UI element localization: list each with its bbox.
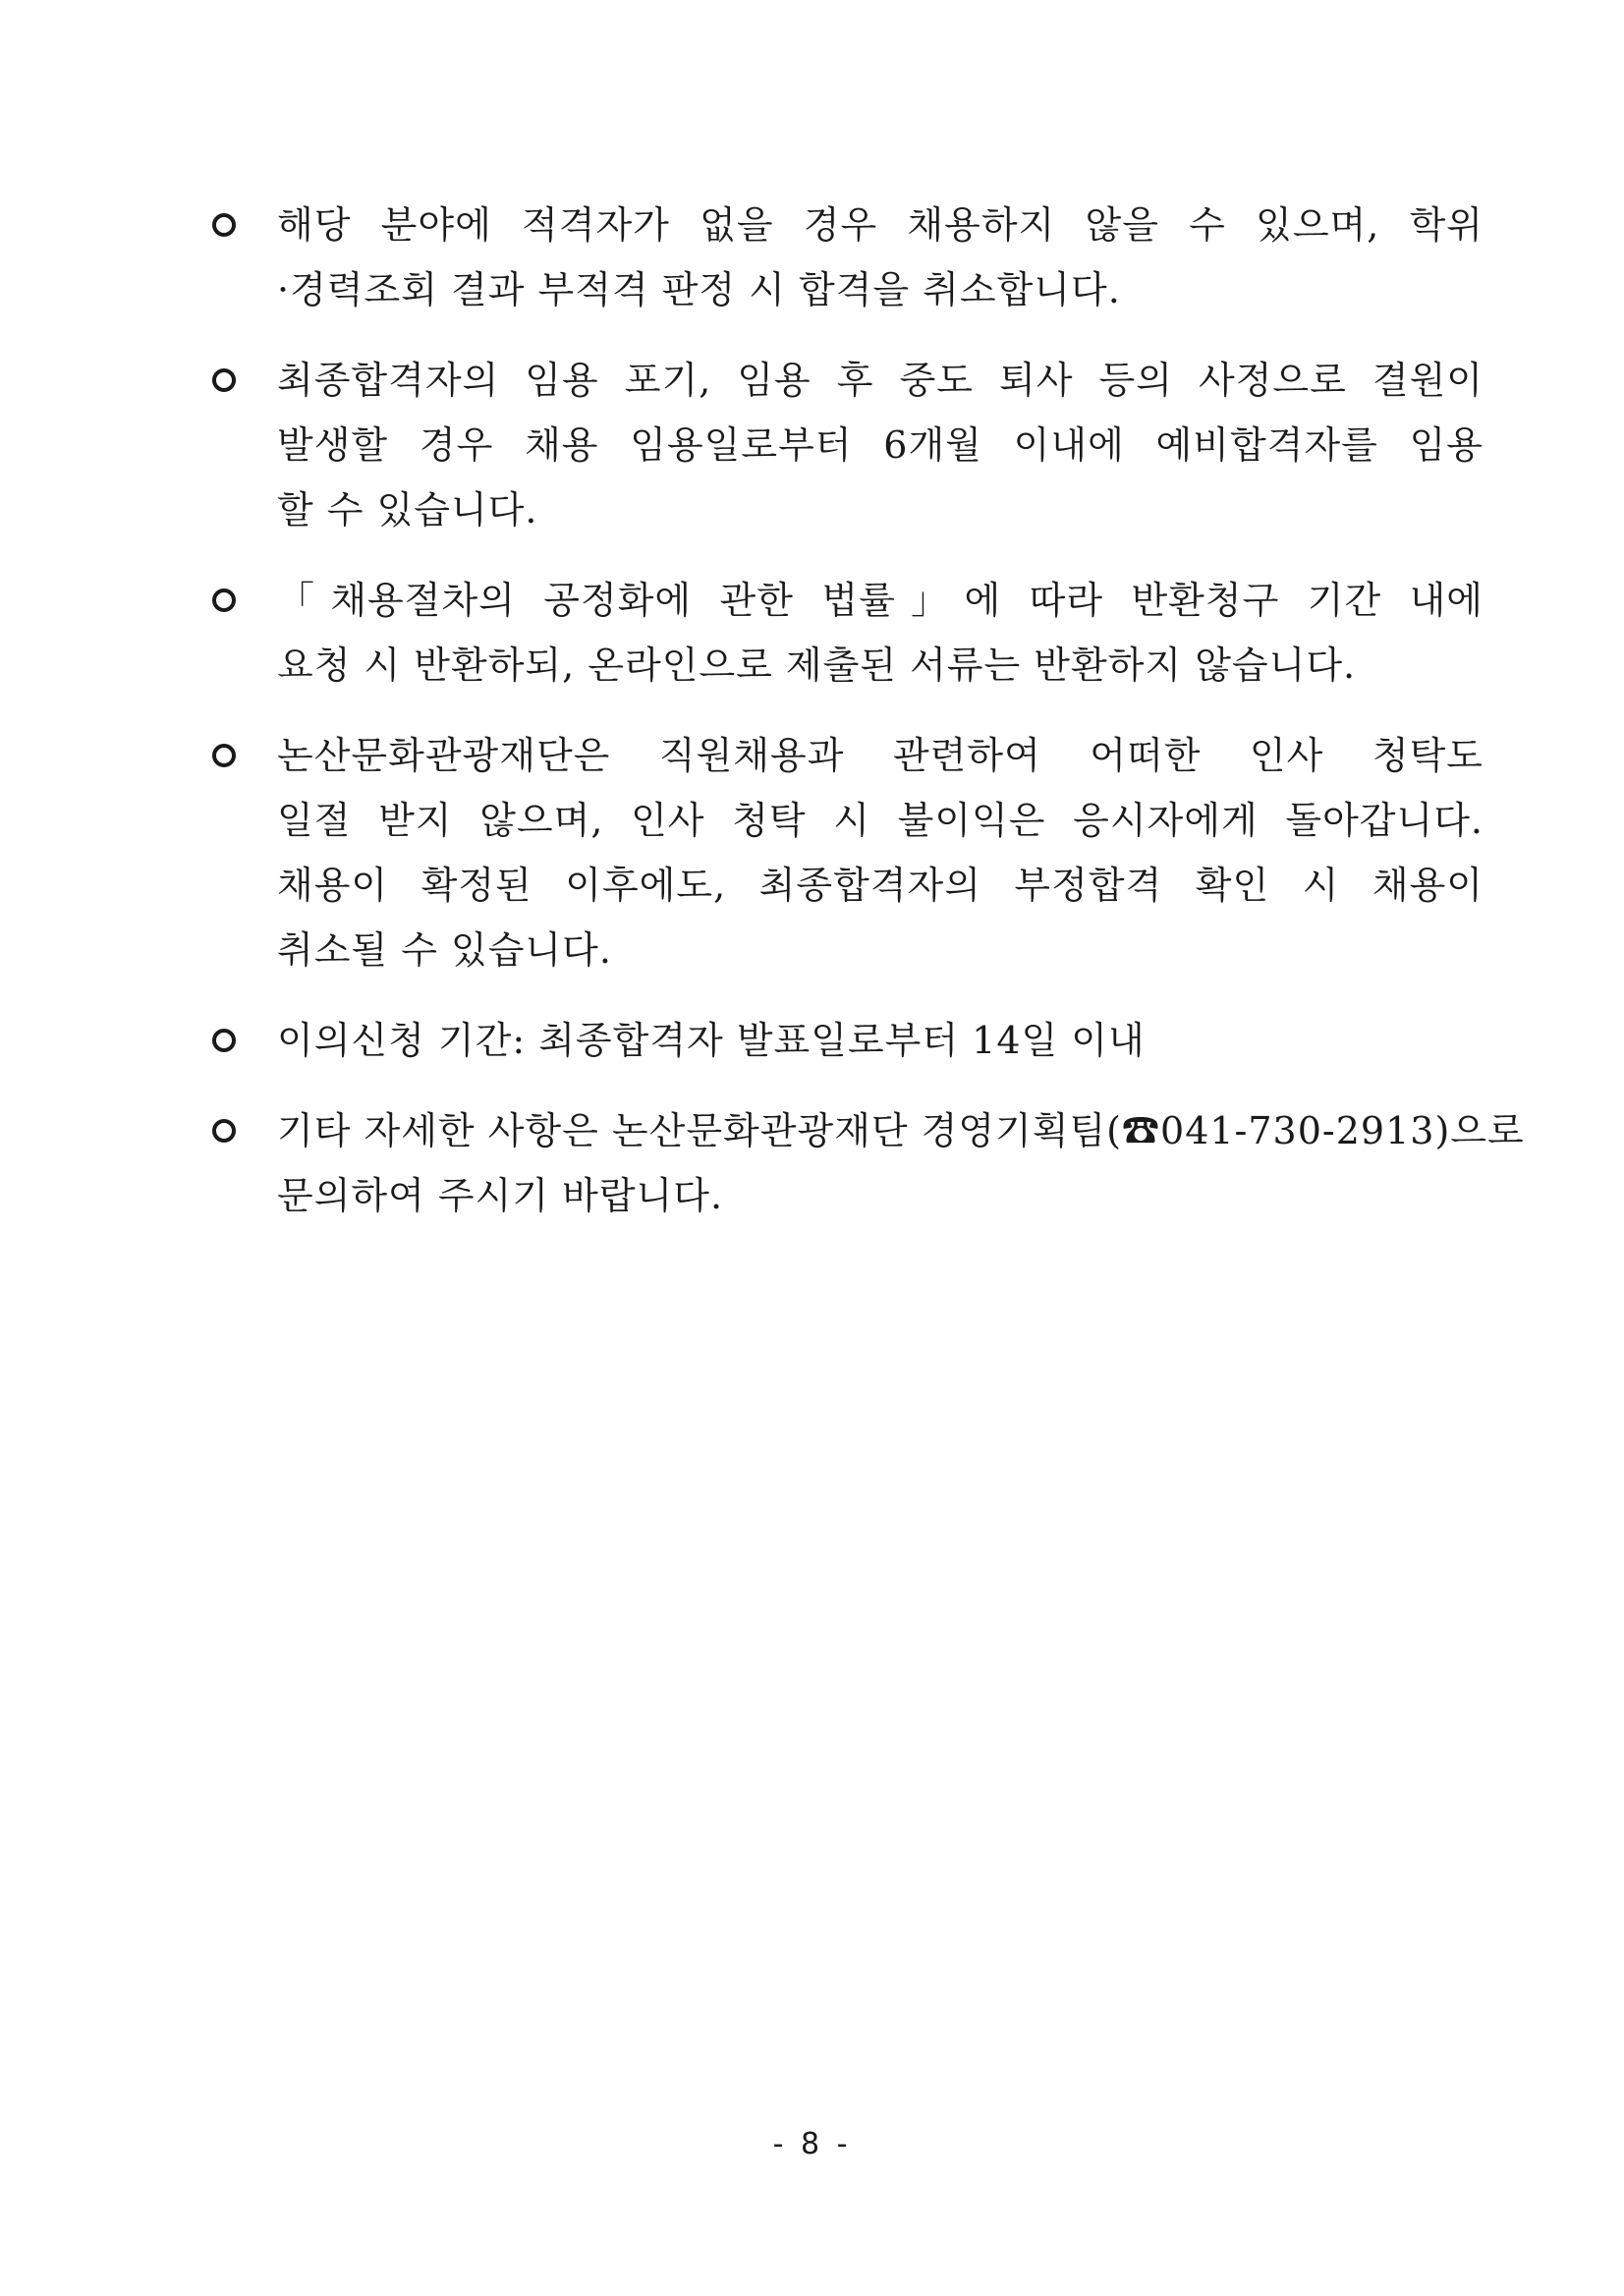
notice-line: 논산문화관광재단은 직원채용과 관련하여 어떠한 인사 청탁도 xyxy=(277,734,1484,777)
notice-line: 문의하여 주시기 바랍니다. xyxy=(277,1174,724,1217)
notice-line: 일절 받지 않으며, 인사 청탁 시 불이익은 응시자에게 돌아갑니다. xyxy=(277,799,1484,842)
notice-line: 이의신청 기간: 최종합격자 발표일로부터 14일 이내 xyxy=(277,1019,1146,1062)
notice-item-5 xyxy=(206,1008,1484,1073)
circle-bullet-icon xyxy=(212,744,236,767)
notice-line: 기타 자세한 사항은 논산문화관광재단 경영기획팀(☎041-730-2913)으로 xyxy=(277,1109,1525,1152)
circle-bullet-icon xyxy=(212,1029,236,1052)
circle-bullet-icon xyxy=(212,368,236,392)
notice-line: 취소될 수 있습니다. xyxy=(277,928,612,972)
circle-bullet-icon xyxy=(212,588,236,612)
notice-item-6 xyxy=(206,1098,1525,1228)
notice-line: 채용이 확정된 이후에도, 최종합격자의 부정합격 확인 시 채용이 xyxy=(277,864,1484,907)
notice-line: 「채용절차의 공정화에 관한 법률」에 따라 반환청구 기간 내에 xyxy=(277,579,1484,622)
notice-item-4 xyxy=(206,723,1484,982)
circle-bullet-icon xyxy=(212,1119,236,1143)
notice-line: 최종합격자의 임용 포기, 임용 후 중도 퇴사 등의 사정으로 결원이 xyxy=(277,359,1484,402)
notice-list xyxy=(206,193,1525,1254)
notice-item-1 xyxy=(206,193,1484,322)
notice-line: 할 수 있습니다. xyxy=(277,488,538,532)
page-number: - 8 - xyxy=(772,2127,852,2161)
notice-item-2 xyxy=(206,348,1484,542)
notice-line: 발생할 경우 채용 임용일로부터 6개월 이내에 예비합격자를 임용 xyxy=(277,423,1484,467)
notice-line: ·경력조회 결과 부적격 판정 시 합격을 취소합니다. xyxy=(277,268,1121,311)
circle-bullet-icon xyxy=(212,213,236,237)
notice-item-3 xyxy=(206,568,1484,698)
notice-line: 해당 분야에 적격자가 없을 경우 채용하지 않을 수 있으며, 학위 xyxy=(277,203,1484,247)
notice-line: 요청 시 반환하되, 온라인으로 제출된 서류는 반환하지 않습니다. xyxy=(277,644,1357,687)
